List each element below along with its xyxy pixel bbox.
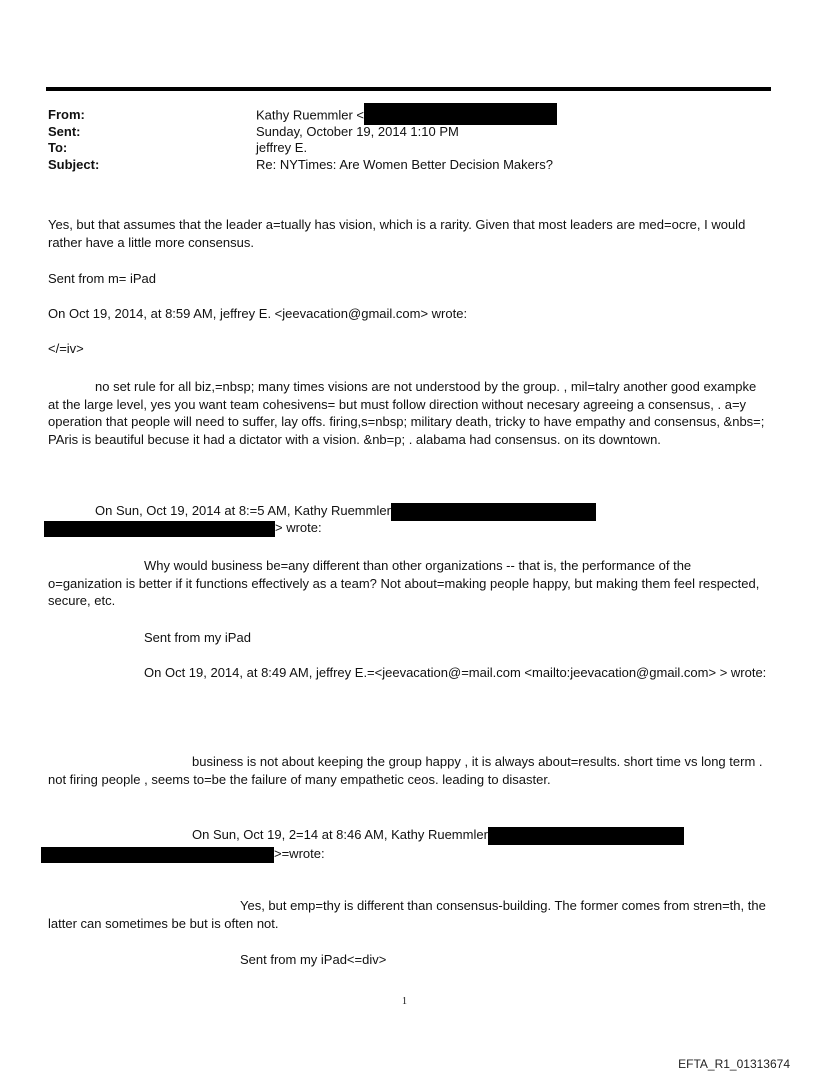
quote-header [95,502,596,521]
sent-label: Sent: [48,123,81,139]
quote-header-text: On Sun, Oct 19, 2=14 at 8:46 AM, Kathy Ruemmler [192,827,488,842]
quoted-signature: Sent from my iPad [144,630,251,645]
redaction-box [364,103,557,125]
subject-row [48,157,768,174]
sent-row [48,124,768,141]
quote-header-text: On Sun, Oct 19, 2014 at 8:=5 AM, Kathy Ruemmler [95,503,391,518]
body-signature: Sent from m= iPad [48,271,157,286]
quoted-paragraph: Yes, but emp=thy is different than consensus-building. The former comes from stren=th, the latter can sometimes be but is often not. [48,898,766,931]
quote-header-text: >=wrote: [274,846,325,861]
sent-value: Sunday, October 19, 2014 1:10 PM [256,123,459,139]
header-rule [46,87,771,91]
to-row [48,140,768,157]
markup-fragment: </=iv> [48,341,84,356]
redaction-box [488,827,684,845]
quote-header: On Oct 19, 2014, at 8:59 AM, jeffrey E. <jeevacation@gmail.com> wrote: [48,306,468,321]
subject-value: Re: NYTimes: Are Women Better Decision Makers? [256,156,553,172]
quote-header-text: > wrote: [275,520,322,535]
quoted-paragraph: business is not about keeping the group happy , it is always about=results. short time vs long term . not firing people , seems to=be the failure of many empathetic ceos. leading to disaster. [48,754,763,787]
quoted-signature: Sent from my iPad<=div> [240,952,387,967]
redaction-box [41,847,274,863]
to-label: To: [48,140,68,155]
redaction-box [44,521,275,537]
quote-header-continuation [41,845,325,863]
from-row [48,107,768,124]
from-value: Kathy Ruemmler < [256,107,365,123]
quoted-paragraph: Why would business be=any different than other organizations -- that is, the performance of the o=ganization is better if it functions effectively as a team? Not about=making people happy, but making them feel respected, secure, etc. [48,558,760,608]
from-label: From: [48,107,85,122]
subject-label: Subject: [48,156,100,172]
bates-number: EFTA_R1_01313674 [678,1057,790,1071]
email-header [48,107,768,173]
quote-header-continuation [44,519,322,537]
quote-header [192,826,684,845]
page-number: 1 [402,996,407,1007]
body-paragraph: Yes, but that assumes that the leader a=tually has vision, which is a rarity. Given that most leaders are med=ocre, I would rather have a little more consensus. [48,217,746,250]
quote-header: On Oct 19, 2014, at 8:49 AM, jeffrey E.=<jeevacation@=mail.com <mailto:jeevacation@gmail.com> > wrote: [144,665,767,680]
redaction-box [391,503,596,521]
to-value: jeffrey E. [256,140,308,155]
quoted-paragraph: no set rule for all biz,=nbsp; many times visions are not understood by the group. , mil=talry another good exampke at the large level, yes you want team cohesivens= but must follow direction without necesary agreeing a consensus, . a=y operation that people will need to suffer, lay offs. firing,s=nbsp; military death, tricky to have empathy and consensus, &nbs=; PAris is beautiful becuse it had a dictator with a vision. &nb=p; . alabama had consensus. on its downtown. [48,379,765,447]
